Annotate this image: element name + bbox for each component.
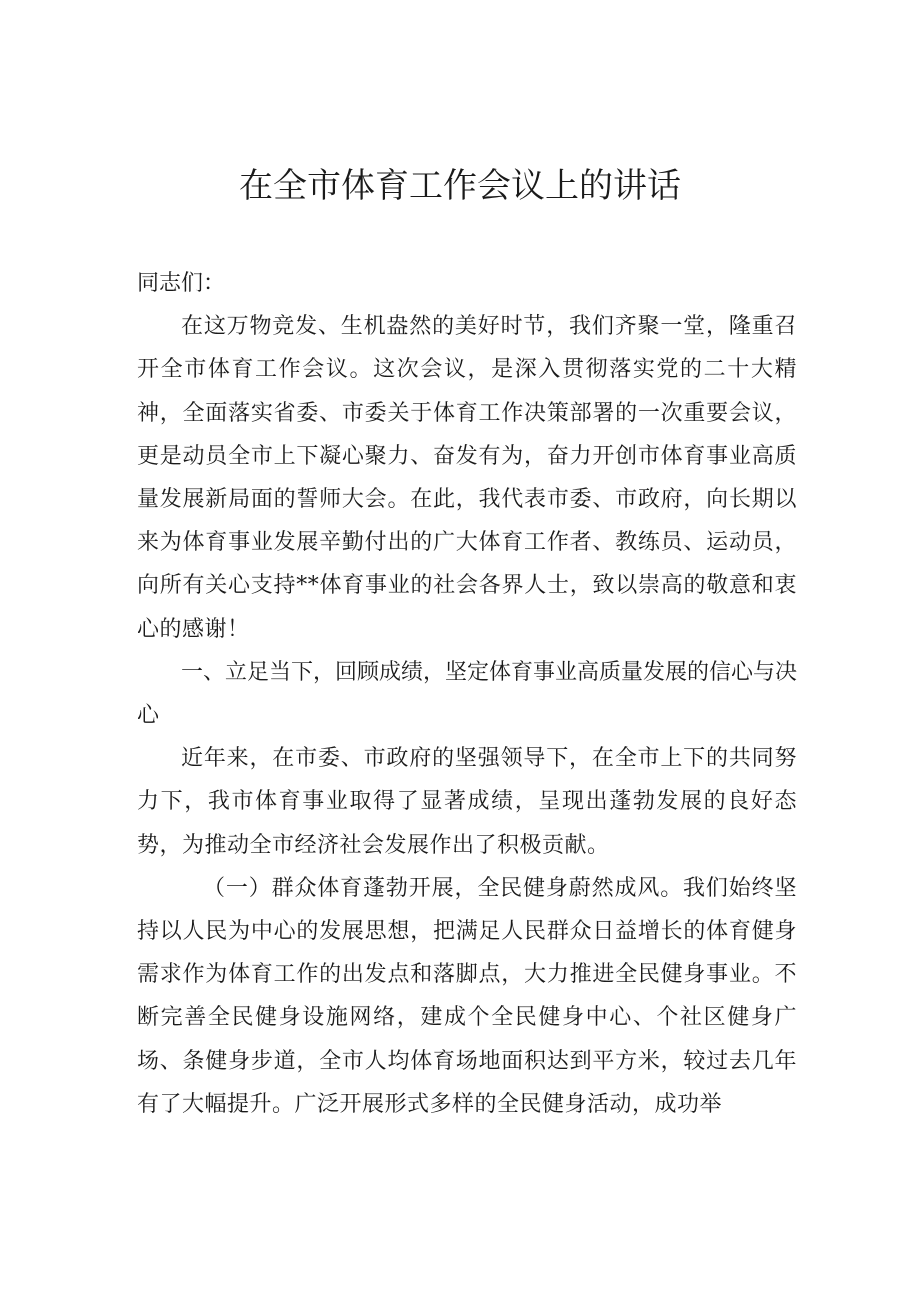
document-title: 在全市体育工作会议上的讲话 — [239, 166, 681, 206]
opening-paragraph: 在这万物竞发、生机盎然的美好时节，我们齐聚一堂，隆重召开全市体育工作会议。这次会议，是深入贯彻落实党的二十大精神，全面落实省委、市委关于体育工作决策部署的一次重要会议，更是动员全市上下凝心聚力、奋发有为，奋力开创市体育事业高质量发展新局面的誓师大会。在此，我代表市委、市政府，向长期以来为体育事业发展辛勤付出的广大体育工作者、教练员、运动员，向所有关心支持**体育事业的社会各界人士，致以崇高的敬意和衷心的感谢！ — [137, 314, 797, 642]
section-1-subsection-1-paragraph: （一）群众体育蓬勃开展，全民健身蔚然成风。我们始终坚持以人民为中心的发展思想，把满足人民群众日益增长的体育健身需求作为体育工作的出发点和落脚点，大力推进全民健身事业。不断完善全民健身设施网络，建成个全民健身中心、个社区健身广场、条健身步道，全市人均体育场地面积达到平方米，较过去几年有了大幅提升。广泛开展形式多样的全民健身活动，成功举 — [137, 875, 797, 1117]
section-1-intro-paragraph: 近年来，在市委、市政府的坚强领导下，在全市上下的共同努力下，我市体育事业取得了显著成绩，呈现出蓬勃发展的良好态势，为推动全市经济社会发展作出了积极贡献。 — [137, 746, 797, 858]
document-body — [137, 262, 797, 1126]
salutation: 同志们： — [137, 271, 226, 296]
section-heading-1: 一、立足当下，回顾成绩，坚定体育事业高质量发展的信心与决心 — [137, 659, 798, 729]
